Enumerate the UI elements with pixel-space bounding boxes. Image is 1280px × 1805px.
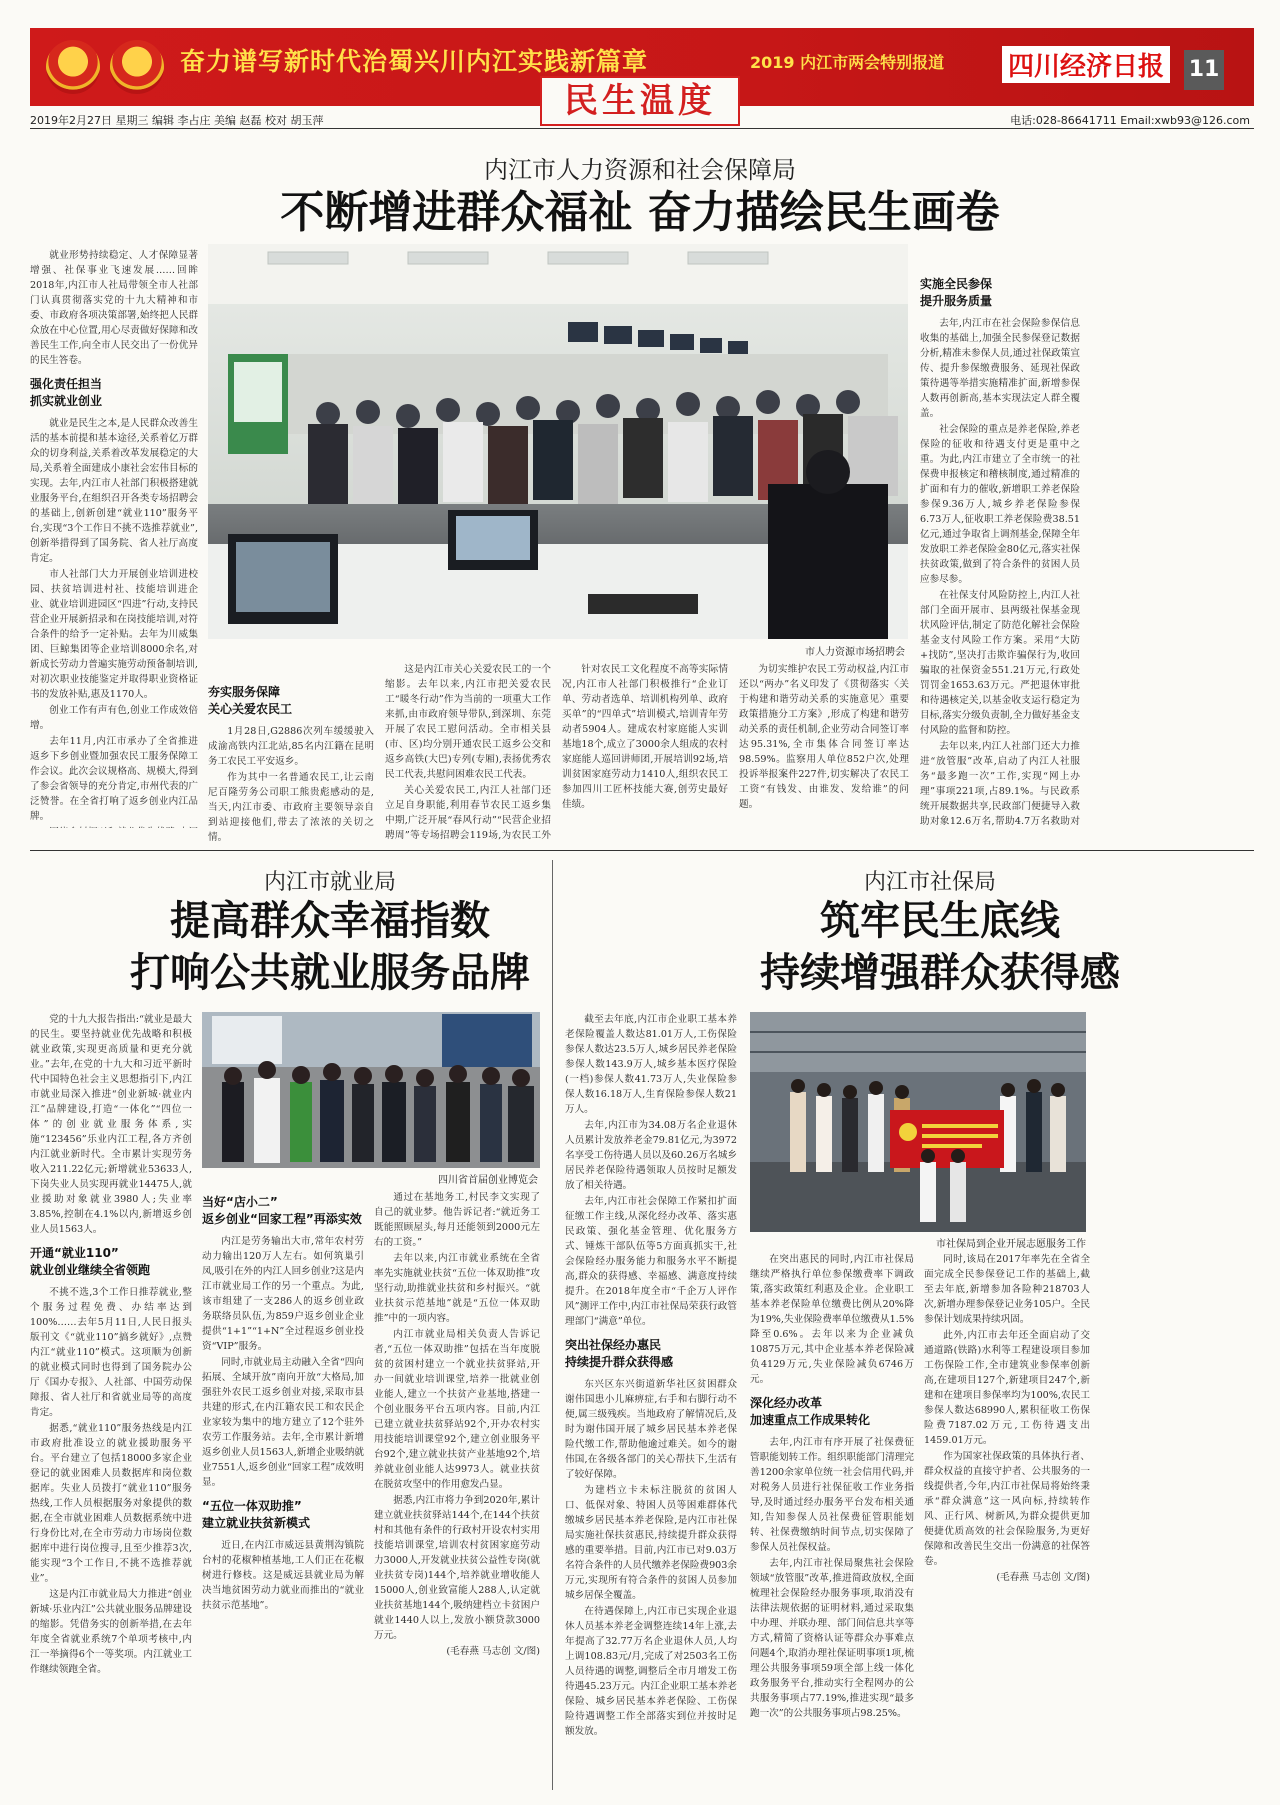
article1-photo-caption: 市人力资源市场招聘会 [805, 647, 905, 658]
article1-paragraph: 针对农民工文化程度不高等实际情况,内江市人社部门积极推行“企业订单、劳动者选单、培训机构列单、政府买单”的“四单式”培训模式,培训青年劳动者5904人。建成农村家庭能人实训基地18个,成立了3000余人组成的农村家庭能人巡回讲师团,开展培训92场,培训贫困家庭劳动力1410人,组织农民工参加四川工匠杯技能大赛,创劳史最好佳绩。 [562, 664, 728, 810]
article3-paragraph: 去年,内江市有序开展了社保费征管职能划转工作。组织职能部门清理完善1200余家单位统一社会信用代码,并对税务人员进行社保征收工作业务指导,及时通过经办服务平台发布相关通知,告知参保人员社保费征管职能划转、社保费缴纳时间节点,切实保障了参保人员社保权益。 [750, 1437, 914, 1553]
article1-paragraph: 市人社部门大力开展创业培训进校园、扶贫培训进村社、技能培训进企业、就业培训进园区“四进”行动,支持民营企业开展新招录和在岗技能培训,对符合条件的给予一定补贴。去年为川威集团、巨鲸集团等企业培训8000余名,对新成长劳动力普遍实施劳动预备制培训,对初次职业技能鉴定并取得职业资格证书的发放补贴,惠及1170人。 [30, 569, 198, 700]
article2-headline-line2: 打响公共就业服务品牌 [130, 949, 530, 996]
article2-photo-caption: 四川省首届创业博览会 [438, 1175, 538, 1186]
header-rule [30, 128, 1254, 129]
article2-paragraph: 据悉,“就业110”服务热线是内江市政府批准设立的就业援助服务平台。平台建立了包括18000多家企业登记的就业困难人员数据库和岗位数据库。失业人员拨打“就业110”服务热线,工作人员根据服务对象提供的数据,在全市就业困难人员数据系统中进行身份比对,在全市劳动力市场岗位数据库中进行岗位搜寻,且至少推荐3次,能实现“3个工作日,不挑不选推荐就业”。 [30, 1423, 192, 1584]
article2-paragraph: 去年以来,内江市就业系统在全省率先实施就业扶贫“五位一体双助推”攻坚行动,助推就业扶贫和乡村振兴。“就业扶贫示范基地”就是“五位一体双助推”中的一项内容。 [374, 1253, 540, 1324]
article1-subhead-1: 强化责任担当 抓实就业创业 [30, 377, 103, 408]
article3-paragraph: 此外,内江市去年还全面启动了交通道路(铁路)水利等工程建设项目参加工伤保险工作,全市建筑业参保率创新高,在建项目127个,新建项目247个,新建和在建项目参保率均为100%,农民工参保人数达68990人,累积征收工伤保险费7187.02万元,工伤待遇支出1459.01万元。 [924, 1330, 1090, 1446]
article1-subhead-3: 实施全民参保 提升服务质量 [920, 277, 993, 308]
article1-paragraph: 1月28日,G2886次列车缓缓驶入成渝高铁内江北站,85名内江籍在昆明务工农民工平安返乡。 [208, 726, 374, 767]
article1-paragraph: 关心关爱农民工,内江人社部门还立足自身职能,利用春节农民工返乡集中期,广泛开展“春风行动”“民营企业招聘周”等专场招聘会119场,为农民工外 [385, 785, 551, 841]
article3-column-2 [750, 1252, 914, 1792]
article3-signature: (毛春燕 马志创 文/图) [996, 1572, 1090, 1583]
article3-paragraph: 作为国家社保政策的具体执行者、群众权益的直接守护者、公共服务的一线提供者,今年,内江市社保局将始终秉承“群众满意”这一风向标,持续转作风、正行风、树新风,为群众提供更加便捷优质高效的社会保险服务,为更好保障和改善民生交出一份满意的社保答卷。 [924, 1451, 1090, 1567]
article2-subhead-2: 当好“店小二” 返乡创业“回家工程”再添实效 [202, 1195, 362, 1226]
article2-paragraph: 内江市就业局相关负责人告诉记者,“五位一体双助推”包括在当年度脱贫的贫困村建立一个就业扶贫驿站,开办一间就业培训课堂,培养一批就业创业能人,建立一个扶贫产业基地,搭建一个创业服务平台五项内容。目前,内江已建立就业扶贫驿站92个,开办农村实用技能培训课堂92个,建立创业服务平台92个,建立就业扶贫产业基地92个,培养就业创业能人达9973人。就业扶贫在脱贫攻坚中的作用愈发凸显。 [374, 1329, 540, 1490]
cppcc-emblem-icon [110, 40, 164, 94]
article1-headline: 不断增进群众福祉 奋力描绘民生画卷 [280, 187, 1000, 238]
page-number: 11 [1184, 50, 1224, 90]
article2-photo-expo [202, 1012, 540, 1168]
photo-illustration [202, 1012, 540, 1168]
article2-headline-line1: 提高群众幸福指数 [170, 897, 490, 944]
article2-paragraph: 通过在基地务工,村民李文实现了自己的就业梦。他告诉记者:“就近务工既能照顾屋头,每月还能领到2000元左右的工资。” [374, 1192, 540, 1248]
photo-illustration [750, 1012, 1086, 1232]
column-separator [552, 860, 553, 1790]
article1-column-6 [920, 248, 1254, 848]
article1-column-2 [208, 662, 374, 842]
article2-column-3 [374, 1190, 540, 1792]
article2-lead: 党的十九大报告指出:“就业是最大的民生。要坚持就业优先战略和积极就业政策,实现更高质量和更充分就业。”去年,在党的十九大和习近平新时代中国特色社会主义思想指引下,内江市就业局深入推进“创业新城·就业内江”品牌建设,打造“一体化”“四位一体”的创业就业服务体系,实施“123456”乐业内江工程,各方齐创内江就业新时代。全市累计实现劳务收入211.22亿元;新增就业53633人,下岗失业人员实现再就业14475人,就业援助对象就业3980人;失业率3.85%,控制在4.1%以内,新增返乡创业人员1563人。 [30, 1014, 192, 1235]
paper-logo: 四川经济日报 [1002, 46, 1170, 83]
article2-subhead-3: “五位一体双助推” 建立就业扶贫新模式 [202, 1499, 311, 1530]
article3-paragraph: 去年,内江市社会保障工作紧扣扩面征缴工作主线,从深化经办改革、落实惠民政策、强化基金管理、优化服务方式、锤炼干部队伍等5方面真抓实干,社会保险经办服务能力和服务水平不断提高,群众的获得感、幸福感、满意度持续提升。在2018年度全市“千企万人评作风”测评工作中,内江市社保局荣获行政管理部门“满意”单位。 [565, 1196, 737, 1327]
article1-paragraph: 去年11月,内江市承办了全省推进返乡下乡创业暨加强农民工服务保障工作会议。此次会议规格高、规模大,得到了参会省领导的充分肯定,市州代表的广泛赞誉。在全省打响了返乡创业内江品牌。 [30, 736, 198, 822]
article1-column-3 [385, 662, 551, 842]
article2-signature: (毛春燕 马志创 文/图) [446, 1646, 540, 1657]
date-line: 2019年2月27日 星期三 编辑 李占庄 美编 赵磊 校对 胡玉萍 [30, 114, 324, 127]
article3-paragraph: 在突出惠民的同时,内江市社保局继续严格执行单位参保缴费率下调政策,落实政策红利惠及企业。企业职工基本养老保险单位缴费比例从20%降为19%,失业保险费率单位缴费从1.5%降至0.6%。去年以来为企业减负10875万元,其中企业基本养老保险减负4129万元,失业保险减负6746万元。 [750, 1254, 914, 1385]
article3-subhead-1: 突出社保经办惠民 持续提升群众获得感 [565, 1338, 674, 1369]
article1-paragraph: 去年以来,内江人社部门还大力推进“放管服”改革,启动了内江人社服务“最多跑一次”工作,实现“网上办理”事项221项,占89.1%。与民政系统开展数据共享,民政部门便捷导入救助对象12.6万名,帮助4.7万名救助对 [920, 741, 1080, 827]
article3-headline-line2: 持续增强群众获得感 [760, 949, 1120, 996]
article3-paragraph: 同时,该局在2017年率先在全省全面完成全民参保登记工作的基础上,截至去年底,新增参加各险种218703人次,新增办理参保登记业务105户。全民参保计划成果持续巩固。 [924, 1254, 1090, 1325]
article2-paragraph: 这是内江市就业局大力推进“创业新城·乐业内江”公共就业服务品牌建设的缩影。凭借务实的创新举措,在去年年度全省就业系统7个单项考核中,内江一举摘得6个一等奖项。内江就业工作继续领跑全省。 [30, 1589, 192, 1675]
article3-paragraph: 在待遇保障上,内江市已实现企业退休人员基本养老金调整连续14年上涨,去年提高了32.77万名企业退休人员,人均上调108.83元/月,完成了对2503名工伤人员待遇的调整,调整后全市月增发工伤待遇45.23万元。内江企业职工基本养老保险、城乡居民基本养老保险、工伤保险待遇调整工作全部落实到位并按时足额发放。 [565, 1606, 737, 1737]
article3-headline-line1: 筑牢民生底线 [820, 897, 1060, 944]
article2-column-2 [202, 1190, 364, 1792]
article2-paragraph: 据悉,内江市将力争到2020年,累计建立就业扶贫驿站144个,在144个扶贫村和其他有条件的行政村开设农村实用技能培训课堂,培训农村贫困家庭劳动力3000人,开发就业扶贫公益性专岗(就业扶贫专岗)144个,培养就业增收能人15000人,创业致富能人288人,认定就业扶贫基地144个,吸纳建档立卡贫困户就业1440人以上,发放小额贷款3000万元。 [374, 1495, 540, 1641]
article3-photo-caption: 市社保局到企业开展志愿服务工作 [936, 1239, 1086, 1250]
article3-paragraph: 为建档立卡未标注脱贫的贫困人口、低保对象、特困人员等困难群体代缴城乡居民基本养老保险,是内江市社保局实施社保扶贫惠民,持续提升群众获得感的重要举措。目前,内江市已对9.03万名符合条件的人员代缴养老保险费903余万元,实现所有符合条件的贫困人员参加城乡居保全覆盖。 [565, 1485, 737, 1601]
article3-lead: 截至去年底,内江市企业职工基本养老保险覆盖人数达81.01万人,工伤保险参保人数达23.5万人,城乡居民养老保险参保人数143.9万人,城乡基本医疗保险(一档)参保人数41.73万人,失业保险参保人数16.18万人,生育保险参保人数21万人。 [565, 1014, 737, 1115]
article2-subhead-1: 开通“就业110” 就业创业继续全省领跑 [30, 1246, 151, 1277]
article2-paragraph: 近日,在内江市威远县黄荆沟镇院台村的花椒种植基地,工人们正在花椒树进行修枝。这是威远县就业局为解决当地贫困劳动力就业而推出的“就业扶贫示范基地”。 [202, 1540, 364, 1611]
article1-paragraph: 社会保险的重点是养老保险,养老保险的征收和待遇支付更是重中之重。为此,内江市建立了全市统一的社保费申报核定和稽核制度,通过精准的扩面和有力的催收,新增职工养老保险参保9.36万人,城乡养老保险参保6.73万人,征收职工养老保险费38.51亿元,通过争取省上调剂基金,保障全年发放职工养老保险金80亿元,落实社保扶贫政策,做到了符合条件的贫困人员应参尽参。 [920, 424, 1080, 585]
article1-lead: 就业形势持续稳定、人才保障显著增强、社保事业飞速发展……回眸2018年,内江市人社局带领全市人社部门认真贯彻落实党的十九大精神和市委、市政府各项决策部署,始终把人民群众放在中心位置,用心尽责做好保障和改善民生工作,向全市人民交出了一份优异的民生答卷。 [30, 250, 198, 366]
article1-paragraph: 作为其中一名普通农民工,让云南尼百隆劳务公司职工熊贵彪感动的是,当天,内江市委、市政府主要领导亲自到站迎接他们,带去了浓浓的关切之情。 [208, 772, 374, 842]
contact-line: 电话:028-86641711 Email:xwb93@126.com [1010, 114, 1250, 127]
banner-subtitle: 2019 内江市两会特别报道 [750, 53, 945, 72]
article1-paragraph: 这是内江市关心关爱农民工的一个缩影。去年以来,内江市把关爱农民工“暖冬行动”作为当前的一项重大工作来抓,由市政府领导带队,到深圳、东莞开展了农民工慰问活动。全市相关县(市、区)均分别开通农民工返乡公交和返乡高铁(大巴)专列(专厢),表扬优秀农民工代表,共慰问困难农民工代表。 [385, 664, 551, 780]
national-emblem-icon [46, 40, 100, 94]
article1-paragraph: 创业工作有声有色,创业工作成效倍增。 [30, 705, 198, 731]
article1-column-5 [739, 662, 909, 842]
article3-paragraph: 东兴区东兴街道新华社区贫困群众谢伟国患小儿麻痹症,右手和右脚行动不便,属三级残疾。当地政府了解情况后,及时为谢伟国开展了城乡居民基本养老保险代缴工作,帮助他逾过难关。如今的谢伟国,在各级各部门的关心帮扶下,生活有了较好保障。 [565, 1379, 737, 1480]
article1-kicker: 内江市人力资源和社会保障局 [484, 156, 796, 184]
article1-column-4 [562, 662, 728, 842]
article3-column-3 [924, 1252, 1090, 1792]
article1-bottom-rule [30, 850, 1254, 851]
article2-column-1 [30, 1012, 192, 1792]
article3-photo-volunteers [750, 1012, 1086, 1232]
article1-paragraph: 就业是民生之本,是人民群众改善生活的基本前提和基本途径,关系着亿万群众的切身利益,关系着改革发展稳定的大局,关系着全面建成小康社会宏伟目标的实现。去年,内江市人社部门积极搭建就业服务平台,在组织召开各类专场招聘会的基础上,创新创建“就业110”服务平台,实现“3个工作日不挑不选推荐就业”,创新举措得到了国务院、省人社厅高度肯定。 [30, 418, 198, 564]
article3-subhead-2: 深化经办改革 加速重点工作成果转化 [750, 1396, 871, 1427]
article1-paragraph: 去年,内江市在社会保险参保信息收集的基础上,加强全民参保登记数据分析,精准未参保人员,通过社保政策宣传、提升参保缴费服务、延现社保政策待遇等举措实施精准扩面,新增参保人数再创新高,基本实现法定人群全覆盖。 [920, 318, 1080, 419]
article1-paragraph: 为切实维护农民工劳动权益,内江市还以“两办”名义印发了《贯彻落实〈关于构建和谐劳动关系的实施意见〉重要政策措施分工方案》,形成了构建和谐劳动关系的责任机制,企业劳动合同签订率达95.31%,全市集体合同签订率达98.59%。监察用人单位852户次,处理投诉举报案件227件,切实解决了农民工工资“有钱发、由谁发、发给谁”的问题。 [739, 664, 909, 810]
article3-paragraph: 去年,内江市社保局聚焦社会保险领域“放管服”改革,推进简政放权,全面梳理社会保险经办服务事项,取消没有法律法规依据的证明材料,通过采取集中办理、并联办理、部门间信息共享等方式,精简了资格认证等群众办事难点问题4个,取消办理社保证明事项1项,梳理公共服务事项59项全部上线一体化政务服务平台,推动实行全程网办的公共服务事项占77.19%,推进实现“最多跑一次”的公共服务事项占98.25%。 [750, 1558, 914, 1719]
article3-kicker: 内江市社保局 [863, 870, 996, 895]
banner-title: 奋力谱写新时代治蜀兴川内江实践新篇章 [180, 47, 649, 76]
article1-column-1 [30, 248, 198, 828]
article2-paragraph: 同时,市就业局主动融入全省“四向拓展、全域开放”南向开放“大格局,加强驻外农民工返乡创业对接,采取市县共建的形式,在内江籍农民工和农民企业家较为集中的地方建立了12个驻外农劳工作服务站。去年,全市累计新增返乡创业人员1563人,新增企业吸纳就业7551人,返乡创业“回家工程”成效明显。 [202, 1357, 364, 1488]
article2-kicker: 内江市就业局 [263, 870, 396, 895]
article1-subhead-2: 夯实服务保障 关心关爱农民工 [208, 685, 293, 716]
article3-column-1 [565, 1012, 737, 1792]
article1-paragraph: 在社保支付风险防控上,内江人社部门全面开展市、县两级社保基金现状风险评估,制定了防范化解社会保险基金支付风险工作方案。采用“大防+找防”,坚决打击欺诈骗保行为,收回骗取的社保资金551.21万元,行政处罚罚金1653.63万元。严把退休审批和待遇核定关,以基金收支运行稳定为目标,落实分级负责制,全力做好基金支付风险的监督和防控。 [920, 590, 1080, 736]
article1-photo-recruitment-fair [208, 244, 908, 639]
article2-paragraph: 不挑不选,3个工作日推荐就业,整个服务过程免费、办结率达到100%……去年5月11日,人民日报头版刊文《“就业110”搞乡就好》,点赞内江“就业110”模式。这项顺为创新的就业模式同时也得到了国务院办公厅《国办专报》、人社部、中国劳动保障报、省人社厅和省就业局等的高度肯定。 [30, 1287, 192, 1418]
article1-paragraph [30, 825, 198, 828]
photo-illustration [208, 244, 908, 639]
article2-paragraph: 内江是劳务输出大市,常年农村劳动力输出120万人左右。如何筑巢引凤,吸引在外的内江人回乡创业?这是内江市就业局工作的另一个重点。为此,该市组建了一支286人的返乡创业政务联络员队伍,为859户返乡创业企业提供“1+1”“1+N”全过程返乡创业投资“VIP”服务。 [202, 1236, 364, 1352]
article3-paragraph: 去年,内江市为34.08万名企业退休人员累计发放养老金79.81亿元,为3972名享受工伤待遇人员以及60.26万名城乡居民养老保险待遇领取人员按时足额发放了相关待遇。 [565, 1120, 737, 1191]
section-title: 民生温度 [540, 76, 740, 126]
